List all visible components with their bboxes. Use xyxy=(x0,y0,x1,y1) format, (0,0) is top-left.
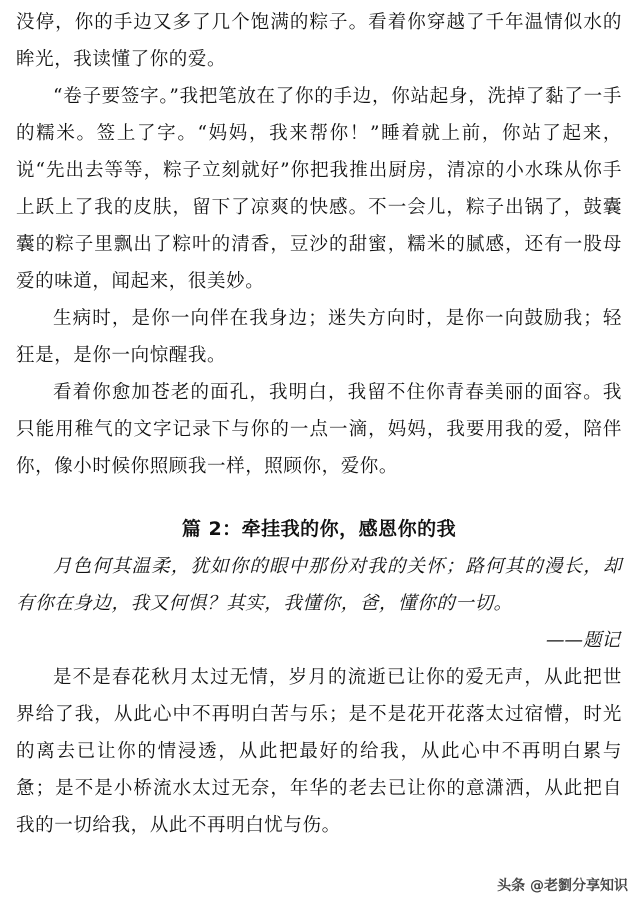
epigraph-attribution: ——题记 xyxy=(545,630,620,651)
section-body-paragraph: 是不是春花秋月太过无情，岁月的流逝已让你的爱无声，从此把世界给了我，从此心中不再明白苦与乐；是不是花开花落太过宿懵，时光的离去已让你的情浸透，从此把最好的给我，从此心中不再明白累与惫；是不是小桥流水太过无奈，年华的老去已让你的意潇洒，从此把自我的一切给我，从此不再明白忧与伤。 xyxy=(16,667,622,836)
paragraph-2: “卷子要签字。”我把笔放在了你的手边，你站起身，洗掉了黏了一手的糯米。签上了字。“妈妈，我来帮你！”睡着就上前，你站了起来，说“先出去等等，粽子立刻就好”你把我推出厨房，清凉的小水珠从你手上跃上了我的皮肤，留下了凉爽的快感。不一会儿，粽子出锅了，鼓囊囊的粽子里飘出了粽叶的清香，豆沙的甜蜜，糯米的腻感，还有一股母爱的味道，闻起来，很美妙。 xyxy=(16,86,622,292)
section-title: 篇 2：牵挂我的你，感恩你的我 xyxy=(181,518,457,540)
essay-part-2 xyxy=(16,514,622,844)
paragraph-4: 看着你愈加苍老的面孔，我明白，我留不住你青春美丽的面容。我只能用稚气的文字记录下与你的一点一滴，妈妈，我要用我的爱，陪伴你，像小时候你照顾我一样，照顾你，爱你。 xyxy=(16,382,622,477)
epigraph: 月色何其温柔，犹如你的眼中那份对我的关怀；路何其的漫长，却有你在身边，我又何惧？其实，我懂你，爸，懂你的一切。 xyxy=(16,556,622,614)
source-watermark xyxy=(497,875,628,895)
watermark-text: 头条 @老劉分享知识 xyxy=(497,878,628,894)
paragraph-3: 生病时，是你一向伴在我身边；迷失方向时，是你一向鼓励我；轻狂是，是你一向惊醒我。 xyxy=(16,308,622,366)
essay-part-1 xyxy=(16,4,622,498)
paragraph-1: 没停，你的手边又多了几个饱满的粽子。看着你穿越了千年温情似水的眸光，我读懂了你的爱。 xyxy=(16,12,622,70)
